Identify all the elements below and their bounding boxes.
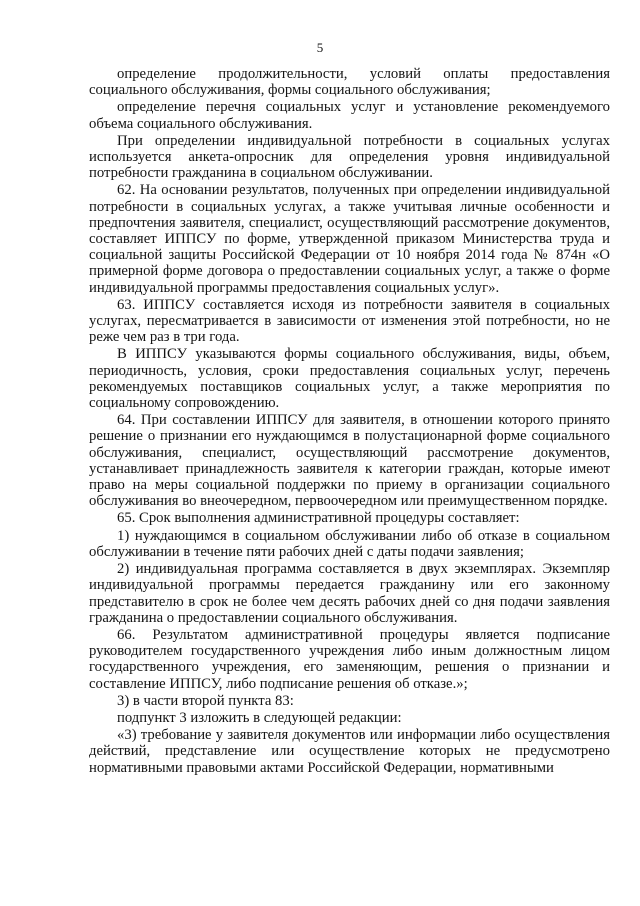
paragraph: подпункт 3 изложить в следующей редакции: [117,709,402,726]
paragraph: 62. На основании результатов, полученных при определении индивидуальной потребности в социальных услугах, а также учитывая личные особенности и предпочтения заявителя, специалист, осуществляющий рассмотрение документов, составляет ИППСУ по форме, утвержденной приказом Министерства труда и социальной защиты Российской Федерации от 10 ноября 2014 года № 874н «О примерной форме договора о предоставлении социальных услуг, а также о форме индивидуальной программы предоставления социальных услуг». [89,182,610,296]
paragraph: 3) в части второй пункта 83: [117,692,294,709]
page-number: 5 [316,40,324,55]
paragraph: 1) нуждающимся в социальном обслуживании либо об отказе в социальном обслуживании в течение пяти рабочих дней с даты подачи заявления; [89,527,610,560]
paragraph: определение продолжительности, условий оплаты предоставления социального обслуживания, формы социального обслуживания; [89,66,610,99]
paragraph: 65. Срок выполнения административной процедуры составляет: [117,510,520,527]
paragraph: 64. При составлении ИППСУ для заявителя, в отношении которого принято решение о признании его нуждающимся в полустационарной форме социального обслуживания, специалист, осуществляющий рассмотрение документов, устанавливает принадлежность заявителя к категории граждан, которые имеют право на меры социальной поддержки по приему в организации социального обслуживания во внеочередном, первоочередном или преимущественном порядке. [89,412,610,510]
paragraph: определение перечня социальных услуг и установление рекомендуемого объема социального обслуживания. [89,99,610,132]
paragraph: При определении индивидуальной потребности в социальных услугах используется анкета-опросник для определения уровня индивидуальной потребности гражданина в социальном обслуживании. [89,132,610,182]
paragraph: В ИППСУ указываются формы социального обслуживания, виды, объем, периодичность, условия, сроки предоставления социальных услуг, перечень рекомендуемых поставщиков социальных услуг, а также мероприятия по социальному сопровождению. [89,346,610,412]
paragraph: «3) требование у заявителя документов или информации либо осуществления действий, представление или осуществление которых не предусмотрено нормативными правовыми актами Российской Федерации, нормативными [89,727,610,776]
paragraph: 66. Результатом административной процедуры является подписание руководителем государственного учреждения либо иным должностным лицом государственного учреждения, его заменяющим, решения о признании и составление ИППСУ, либо подписание решения об отказе.»; [89,626,610,692]
paragraph: 2) индивидуальная программа составляется в двух экземплярах. Экземпляр индивидуальной программы передается гражданину или его законному представителю в срок не более чем десять рабочих дней со дня подачи заявления гражданина о предоставлении социального обслуживания. [89,561,610,626]
document-body [89,66,610,777]
paragraph: 63. ИППСУ составляется исходя из потребности заявителя в социальных услугах, пересматривается в зависимости от изменения этой потребности, но не реже чем раз в три года. [89,296,610,346]
